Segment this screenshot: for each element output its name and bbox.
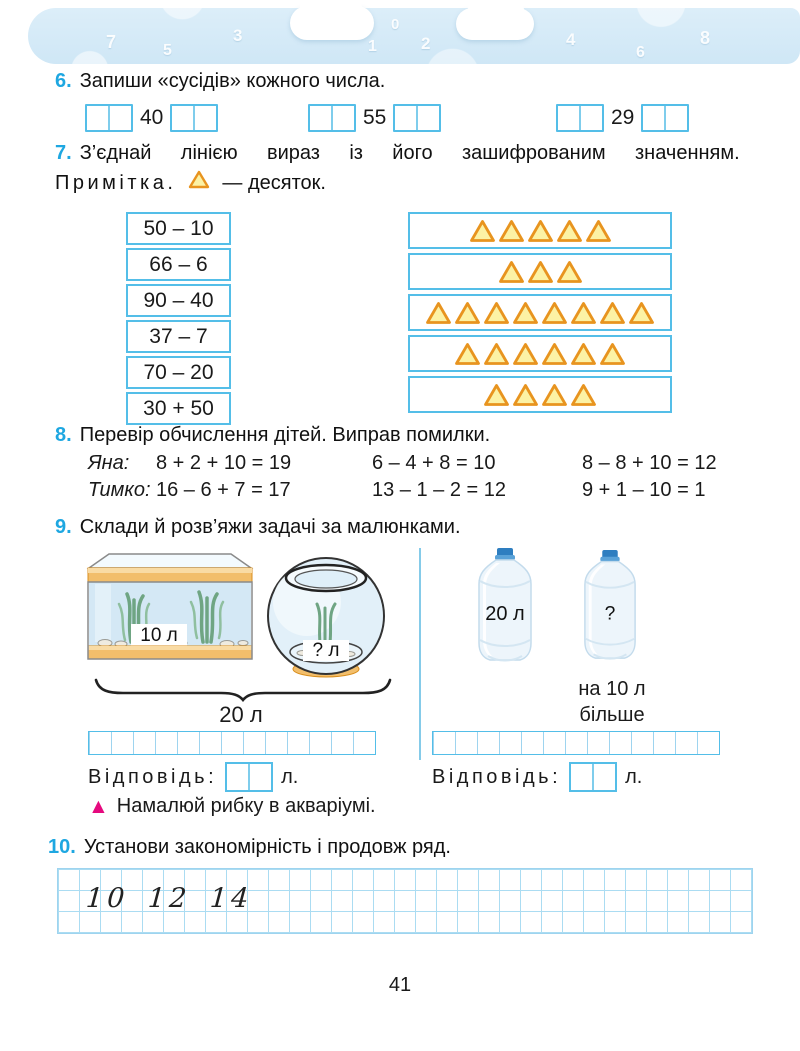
page-number: 41 [388,974,412,996]
decade-triangle-icon [570,383,597,407]
equation: 6 – 4 + 8 = 10 [372,452,496,474]
brace-icon [93,678,393,702]
note-label: Примітка. [55,172,177,194]
expression-box[interactable]: 90 – 40 [126,284,231,317]
triangle-value-box[interactable] [408,335,672,372]
decade-triangle-icon [570,342,597,366]
task7-header [55,142,740,165]
neighbor-right-box[interactable] [170,104,218,132]
aquarium-illustration [85,552,255,676]
neighbors-item [556,104,689,132]
neighbor-left-box[interactable] [308,104,356,132]
decade-triangle-icon [498,260,525,284]
answer-box[interactable] [225,762,273,792]
decade-triangle-icon [483,342,510,366]
total-volume-label: 20 л [219,702,263,727]
decade-triangle-icon [425,301,452,325]
bottle1-volume-label: 20 л [485,603,525,625]
expression-box[interactable]: 50 – 10 [126,212,231,245]
decade-triangle-icon [599,342,626,366]
task6-number: 6. [55,70,72,92]
decade-triangle-icon [483,383,510,407]
task8-header [55,424,490,447]
task7-number: 7. [55,142,72,164]
decade-triangle-icon [512,342,539,366]
decade-triangle-icon [469,219,496,243]
decorative-cloud-band [28,8,800,64]
task9-title: Склади й розв’яжи задачі за малюнками. [79,516,461,538]
band-number: 8 [700,28,711,48]
answer-box[interactable] [569,762,617,792]
pink-triangle-icon: ▲ [88,795,109,818]
extra-task-note [88,795,376,818]
decade-triangle-icon [541,301,568,325]
equation: 8 – 8 + 10 = 12 [582,452,717,474]
note-text: — десяток. [222,172,326,194]
squared-writing-grid[interactable] [57,868,753,934]
triangle-value-box[interactable] [408,294,672,331]
decade-triangle-icon [527,260,554,284]
answer-row-right [432,762,642,792]
bottles-problem-picture [452,546,752,741]
decade-triangle-icon [628,301,655,325]
extra-task-text: Намалюй рибку в акваріумі. [116,795,376,817]
decade-triangle-icon [512,301,539,325]
equation: 16 – 6 + 7 = 17 [156,479,291,501]
band-number: 5 [163,42,172,59]
working-grid-left[interactable] [88,731,376,755]
child-name: Тимко: [88,479,151,501]
decade-triangle-icon [599,301,626,325]
decade-triangle-icon [556,260,583,284]
water-bottle-illustration [580,550,640,662]
task8-number: 8. [55,424,72,446]
answer-label: Відповідь: [88,765,218,788]
neighbors-item [85,104,218,132]
aquarium-problem-picture [85,548,407,734]
fishbowl-illustration [259,554,393,680]
task9-number: 9. [55,516,72,538]
handwritten-number: 12 [146,883,192,914]
decade-triangle-icon [527,219,554,243]
band-number: 4 [566,30,576,49]
handwritten-number: 10 [84,883,130,914]
neighbor-right-box[interactable] [393,104,441,132]
expression-box[interactable]: 70 – 20 [126,356,231,389]
task10-header [48,836,451,859]
caption-line2: більше [579,704,645,726]
band-number: 6 [636,44,645,61]
answer-unit: л. [281,765,299,788]
decade-triangle-icon [541,342,568,366]
vertical-divider [419,548,421,760]
given-number: 40 [140,106,164,129]
neighbor-left-box[interactable] [556,104,604,132]
triangle-value-box[interactable] [408,253,672,290]
equation: 13 – 1 – 2 = 12 [372,479,507,501]
caption-line1: на 10 л [578,678,646,700]
cloud-icon [456,8,534,40]
decade-triangle-icon [512,383,539,407]
handwritten-number: 14 [208,883,254,914]
band-number: 0 [391,16,400,33]
difference-caption [512,676,712,728]
triangle-column [408,212,672,417]
task6-answer-row [0,104,800,134]
band-number: 3 [233,26,243,45]
aquarium-volume-label: 10 л [140,625,178,646]
decade-triangle-icon [454,342,481,366]
task10-number: 10. [48,836,76,858]
given-number: 29 [611,106,635,129]
water-bottle-illustration [474,548,536,664]
decade-triangle-icon [483,301,510,325]
task6-title: Запиши «сусідів» кожного числа. [79,70,386,92]
child-name: Яна: [88,452,130,474]
decade-triangle-icon [454,301,481,325]
decade-triangle-icon [570,301,597,325]
answer-row-left [88,762,298,792]
answer-label: Відповідь: [432,765,562,788]
decade-triangle-icon [498,219,525,243]
equation: 9 + 1 – 10 = 1 [582,479,706,501]
equation: 8 + 2 + 10 = 19 [156,452,292,474]
expression-column [126,212,231,428]
decade-triangle-icon [188,170,210,189]
answer-unit: л. [625,765,643,788]
task9-header [55,516,461,539]
neighbor-left-box[interactable] [85,104,133,132]
triangle-value-box[interactable] [408,376,672,413]
working-grid-right[interactable] [432,731,720,755]
bowl-volume-label: ? л [312,640,340,661]
expression-box[interactable]: 66 – 6 [126,248,231,281]
neighbor-right-box[interactable] [641,104,689,132]
decade-triangle-icon [541,383,568,407]
band-number: 2 [421,34,431,53]
decade-triangle-icon [556,219,583,243]
task7-note [55,170,326,195]
decade-triangle-icon [585,219,612,243]
cloud-icon [290,6,374,40]
task6-header [55,70,385,93]
given-number: 55 [363,106,387,129]
task8-title: Перевір обчислення дітей. Виправ помилки. [79,424,491,446]
band-number: 1 [368,38,377,55]
band-number: 7 [106,32,117,52]
task10-title: Установи закономірність і продовж ряд. [83,836,451,858]
task7-title: З’єднай лінією вираз із його зашифрованим значенням. [79,142,740,164]
task8-equations [88,452,717,502]
triangle-value-box[interactable] [408,212,672,249]
neighbors-item [308,104,441,132]
expression-box[interactable]: 30 + 50 [126,392,231,425]
bottle2-volume-label: ? [604,603,616,625]
expression-box[interactable]: 37 – 7 [126,320,231,353]
